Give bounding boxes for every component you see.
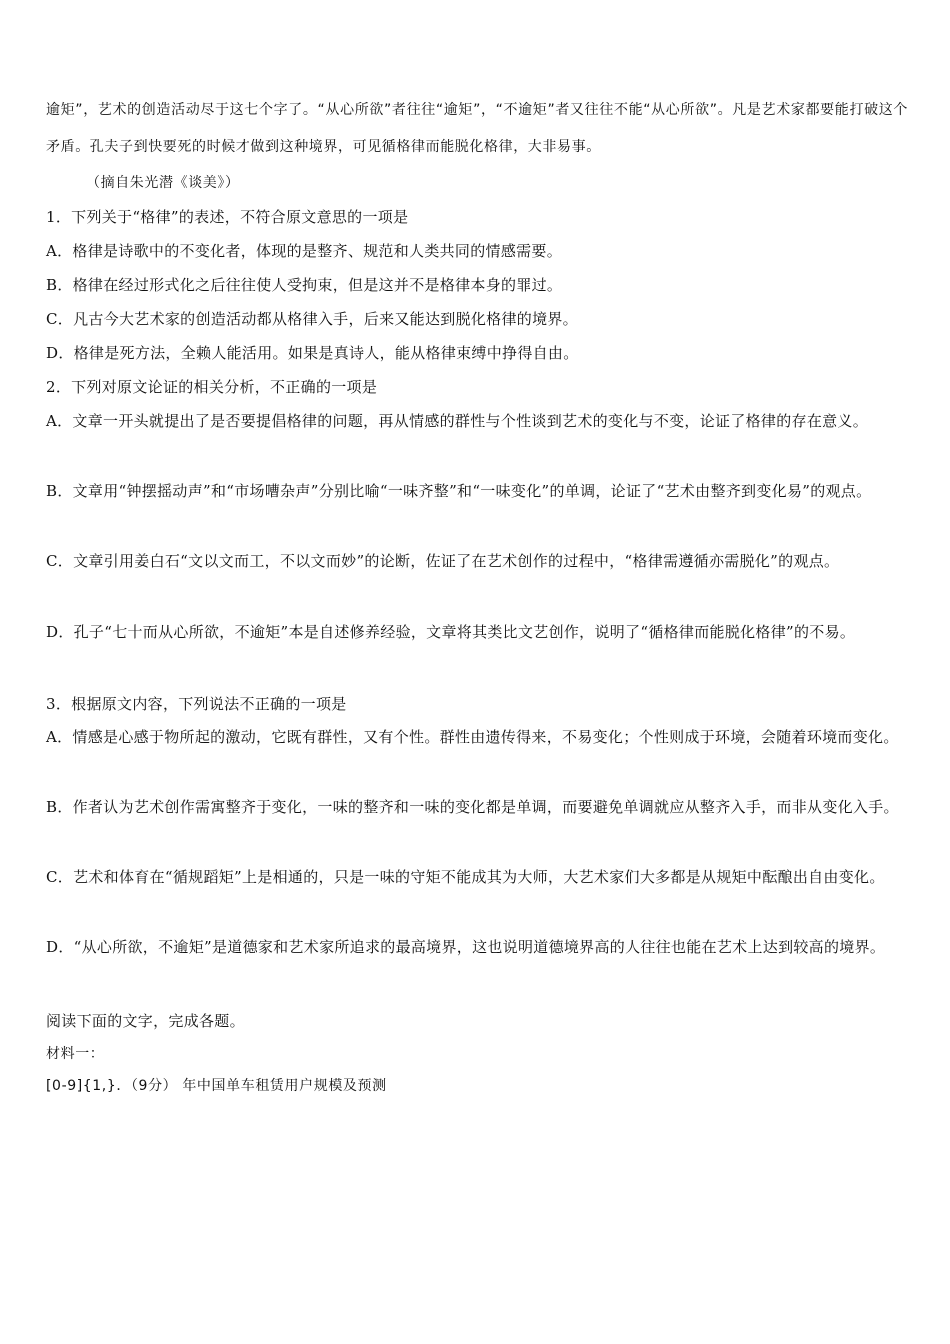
question-1-option-d: D．格律是死方法，全赖人能活用。如果是真诗人，能从格律束缚中挣得自由。: [46, 344, 579, 362]
passage-text: 逾矩”，艺术的创造活动尽于这七个字了。“从心所欲”者往往“逾矩”，“不逾矩”者又往往不能“从心所欲”。凡是艺术家都要能打破这个矛盾。孔夫子到快要死的时候才做到这种境界，可见循格律而能脱化格律，大非易事。: [46, 102, 908, 155]
material-label: 材料一：: [46, 1046, 105, 1062]
question-3-stem: 3．根据原文内容，下列说法不正确的一项是: [46, 695, 347, 713]
question-3-option-b: B．作者认为艺术创作需寓整齐于变化，一味的整齐和一味的变化都是单调，而要避免单调就应从整齐入手，而非从变化入手。: [46, 798, 899, 816]
question-1-option-a: A．格律是诗歌中的不变化者，体现的是整齐、规范和人类共同的情感需要。: [46, 242, 563, 260]
question-1-option-b: B．格律在经过形式化之后往往使人受拘束，但是这并不是格律本身的罪过。: [46, 276, 563, 294]
question-3-option-a: A．情感是心感于物所起的激动，它既有群性，又有个性。群性由遗传得来，不易变化；个性则成于环境，会随着环境而变化。: [46, 728, 899, 746]
question-3-option-d: D．“从心所欲，不逾矩”是道德家和艺术家所追求的最高境界，这也说明道德境界高的人往往也能在艺术上达到较高的境界。: [46, 938, 886, 956]
question-4-header: [0-9]{1,}．（9分） 年中国单车租赁用户规模及预测: [46, 1078, 387, 1094]
question-2-option-b: B．文章用“钟摆摇动声”和“市场嘈杂声”分别比喻“一味齐整”和“一味变化”的单调，论证了“艺术由整齐到变化易”的观点。: [46, 482, 872, 500]
question-2-option-a: A．文章一开头就提出了是否要提倡格律的问题，再从情感的群性与个性谈到艺术的变化与不变，论证了格律的存在意义。: [46, 412, 869, 430]
question-2-option-c: C．文章引用姜白石“文以文而工，不以文而妙”的论断，佐证了在艺术创作的过程中，“格律需遵循亦需脱化”的观点。: [46, 552, 840, 570]
question-2-option-d: D．孔子“七十而从心所欲，不逾矩”本是自述修养经验，文章将其类比文艺创作，说明了“循格律而能脱化格律”的不易。: [46, 623, 856, 641]
question-2-stem: 2．下列对原文论证的相关分析，不正确的一项是: [46, 378, 378, 396]
reading-instruction: 阅读下面的文字，完成各题。: [46, 1012, 245, 1030]
passage-source: （摘自朱光潜《谈美》）: [86, 175, 240, 191]
question-1-stem: 1．下列关于“格律”的表述，不符合原文意思的一项是: [46, 208, 409, 226]
question-1-option-c: C．凡古今大艺术家的创造活动都从格律入手，后来又能达到脱化格律的境界。: [46, 310, 578, 328]
question-3-option-c: C．艺术和体育在“循规蹈矩”上是相通的，只是一味的守矩不能成其为大师，大艺术家们大多都是从规矩中酝酿出自由变化。: [46, 868, 885, 886]
